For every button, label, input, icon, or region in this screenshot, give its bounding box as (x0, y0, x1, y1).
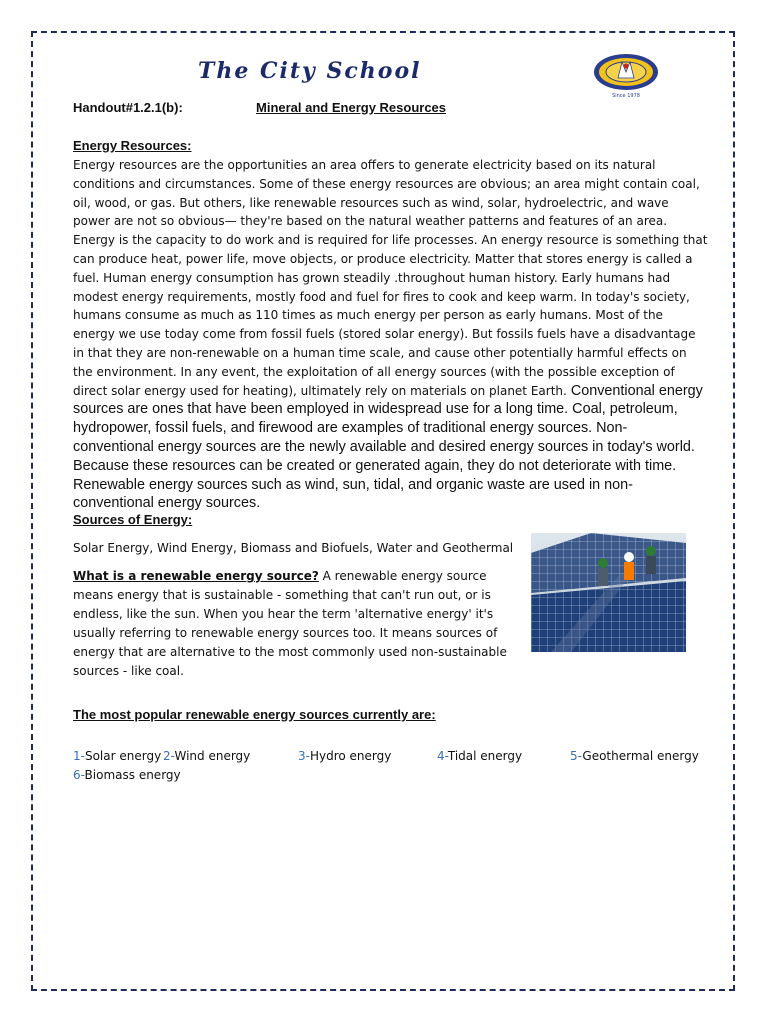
logo-caption: Since 1978 (612, 93, 640, 99)
document-title: Mineral and Energy Resources (256, 100, 447, 115)
school-crest-icon (592, 52, 660, 100)
renewable-question: What is a renewable energy source? (73, 569, 319, 583)
list-item: 3-Hydro energy (298, 749, 392, 763)
solar-panel-workers-photo (531, 533, 686, 652)
energy-resources-text (73, 156, 708, 513)
list-item: 2-Wind energy (163, 749, 251, 763)
list-item: 1-Solar energy (73, 749, 162, 763)
sources-list: Solar Energy, Wind Energy, Biomass and Biofuels, Water and Geothermal (73, 541, 514, 555)
school-name: The City School (198, 58, 422, 84)
popular-sources-heading: The most popular renewable energy sources currently are: (73, 707, 436, 722)
renewable-definition (73, 567, 523, 681)
sources-heading: Sources of Energy: (73, 512, 193, 527)
renewable-answer: A renewable energy source means energy that is sustainable - something that can't run out, or is endless, like the sun. When you hear the term 'alternative energy' it's usually referring to renewable energy sources too. It means sources of energy that are alternative to the most commonly used non-sustainable sources - like coal. (73, 569, 507, 678)
handout-number: Handout#1.2.1(b): (73, 100, 183, 115)
list-item: 4-Tidal energy (437, 749, 523, 763)
energy-paragraph-2: Conventional energy sources are ones that have been employed in widespread use for a long time. Coal, petroleum, hydropower, fossil fuels, and firewood are examples of traditional energy sources. Non-conventional energy sources are the newly available and desired energy sources in today's world. Because these resources can be created or generated again, they do not deteriorate with time. Renewable energy sources such as wind, sun, tidal, and organic waste are used in non-conventional energy sources. (73, 382, 703, 512)
energy-resources-heading: Energy Resources: (73, 138, 192, 153)
energy-paragraph-1: Energy resources are the opportunities an area offers to generate electricity based on its natural conditions and circumstances. Some of these energy resources are obvious; an area might contain coal, oil, wood, or gas. But others, like renewable resources such as wind, solar, hydroelectric, and wave power are not so obvious— they're based on the natural weather patterns and features of an area. Energy is the capacity to do work and is required for life processes. An energy resource is something that can produce heat, power life, move objects, or produce electricity. Matter that stores energy is called a fuel. Human energy consumption has grown steadily .throughout human history. Early humans had modest energy requirements, mostly food and fuel for fires to cook and keep warm. In today's society, humans consume as much as 110 times as much energy per person as early humans. Most of the energy we use today come from fossil fuels (stored solar energy). But fossils fuels have a disadvantage in that they are non-renewable on a human time scale, and cause other potentially harmful effects on the environment. In any event, the exploitation of all energy sources (with the possible exception of direct solar energy used for heating), ultimately rely on materials on planet Earth. (73, 158, 708, 398)
list-item: 6-Biomass energy (73, 768, 181, 782)
list-item: 5-Geothermal energy (570, 749, 699, 763)
